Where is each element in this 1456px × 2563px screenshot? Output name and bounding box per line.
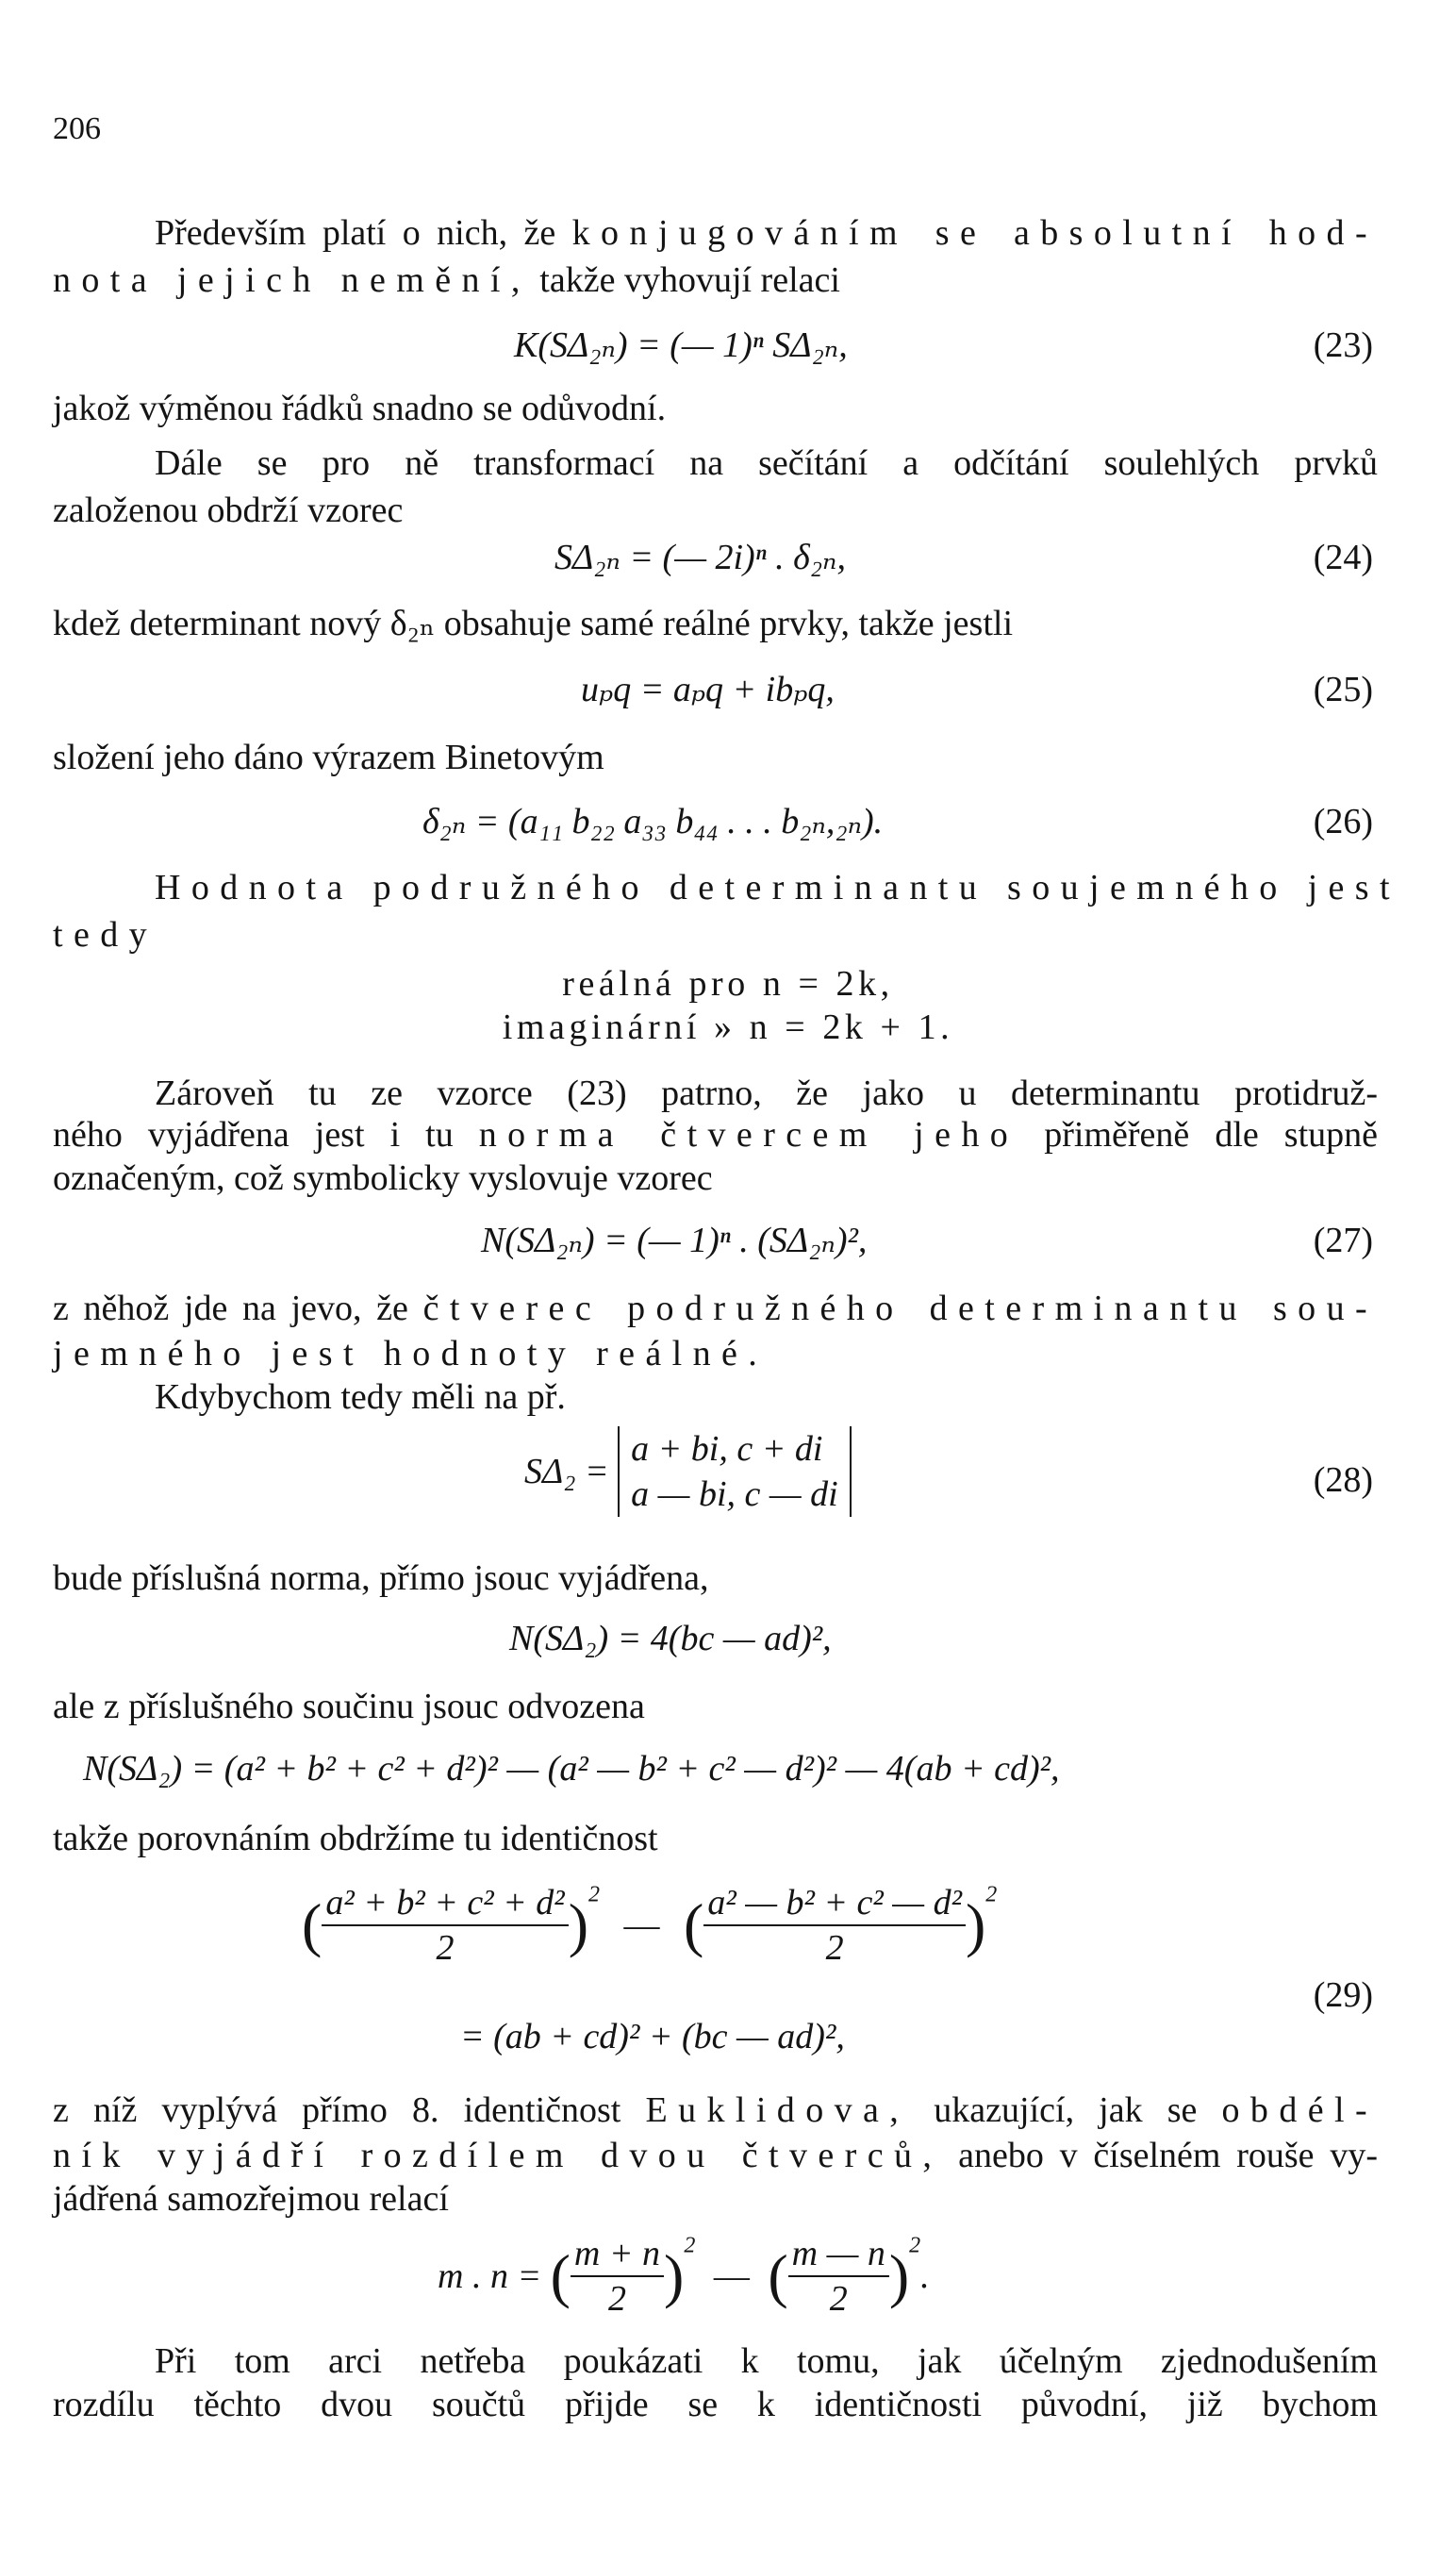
text-line <box>53 257 1378 304</box>
text-line: Dále se pro ně transformací na sečítání a odčítání soulehlých prvků <box>155 443 1378 483</box>
spaced-text: nota jejich nemění, <box>53 260 531 300</box>
equation-29-line2: = (ab + cd)² + (bc — ad)², <box>460 2017 845 2056</box>
text-run: ného vyjádřena jest i tu <box>53 1115 454 1155</box>
text-line <box>53 1111 1378 1158</box>
paren: ) <box>965 1891 986 1958</box>
determinant-row: a + bi, c + di <box>631 1429 823 1469</box>
text-run: Především platí o nich, že <box>155 213 556 253</box>
spaced-text: jemného jest hodnoty reálné. <box>53 1334 769 1373</box>
text-run: z níž vyplývá přímo 8. identičnost <box>53 2090 621 2130</box>
determinant-row: a — bi, c — di <box>631 1474 838 1514</box>
text-line <box>53 1330 1378 1377</box>
numerator: a² + b² + c² + d² <box>322 1881 568 1926</box>
case-real: reálná pro n = 2k, <box>562 964 894 1004</box>
text-line <box>53 2087 1378 2134</box>
determinant <box>618 1426 852 1517</box>
numerator: m + n <box>571 2232 664 2277</box>
text-line: bude příslušná norma, přímo jsouc vyjádřena, <box>53 1558 709 1598</box>
page-number: 206 <box>53 111 101 146</box>
equation-27: N(SΔ₂ₙ) = (— 1)ⁿ . (SΔ₂ₙ)², <box>481 1221 868 1260</box>
fraction <box>703 1881 966 1970</box>
text-line: kdež determinant nový δ₂ₙ obsahuje samé reálné prvky, takže jestli <box>53 604 1014 643</box>
text-line: jádřená samozřejmou relací <box>53 2179 449 2219</box>
text-line <box>155 864 1400 911</box>
equation-number: (28) <box>1313 1460 1373 1500</box>
denominator: 2 <box>829 2279 848 2319</box>
paren: ) <box>568 1891 588 1958</box>
text-run: takže vyhovují relaci <box>530 260 840 300</box>
equation-number: (25) <box>1313 670 1373 709</box>
equation-number: (26) <box>1313 802 1373 841</box>
text-line: Při tom arci netřeba poukázati k tomu, jak účelným zjednodušením <box>155 2341 1378 2381</box>
spaced-text: čtverec podružného determinantu sou- <box>422 1289 1379 1328</box>
case-imaginary: imaginární » n = 2k + 1. <box>502 1007 954 1047</box>
spaced-text: konjugováním se absolutní hod- <box>571 213 1378 253</box>
text-line: jakož výměnou řádků snadno se odůvodní. <box>53 389 667 428</box>
spaced-text: norma čtvercem jeho <box>478 1115 1019 1155</box>
text-line: založenou obdrží vzorec <box>53 491 404 530</box>
paren: ( <box>684 1891 704 1958</box>
spaced-text: Euklidova, <box>645 2090 910 2130</box>
equation-23: K(SΔ₂ₙ) = (— 1)ⁿ SΔ₂ₙ, <box>514 325 848 365</box>
text-line: Kdybychom tedy měli na př. <box>155 1377 566 1417</box>
text-line: ale z příslušného součinu jsouc odvozena <box>53 1687 645 1726</box>
identity-lhs: m . n = <box>438 2256 542 2296</box>
determinant-lhs: SΔ₂ = <box>524 1452 609 1491</box>
text-line: Zároveň tu ze vzorce (23) patrno, že jako u determinantu protidruž- <box>155 1073 1378 1113</box>
spaced-text: Hodnota podružného determinantu soujemného jest <box>155 868 1400 907</box>
denominator: 2 <box>607 2279 626 2319</box>
text-line <box>53 1285 1378 1332</box>
paren: ( <box>550 2242 571 2309</box>
spaced-text: tedy <box>53 915 158 955</box>
paren: ) <box>888 2242 910 2309</box>
norm-derived: N(SΔ₂) = (a² + b² + c² + d²)² — (a² — b² + c² — d²)² — 4(ab + cd)², <box>83 1749 1060 1789</box>
numerator: a² — b² + c² — d² <box>703 1881 966 1926</box>
equation-number: (23) <box>1313 325 1373 365</box>
text-run: ukazující, jak se <box>909 2090 1198 2130</box>
fraction <box>571 2232 664 2321</box>
text-line: takže porovnáním obdržíme tu identičnost <box>53 1819 658 1858</box>
spaced-text: obdél- <box>1221 2090 1378 2130</box>
equation-25: uₚq = aₚq + ibₚq, <box>581 670 835 709</box>
fraction <box>788 2232 889 2321</box>
text-run: z něhož jde na jevo, že <box>53 1289 408 1328</box>
equation-number: (24) <box>1313 538 1373 577</box>
text-line <box>53 911 1378 958</box>
equation-26: δ₂ₙ = (a₁₁ b₂₂ a₃₃ b₄₄ . . . b₂ₙ,₂ₙ). <box>422 802 884 841</box>
text-run: anebo v číselném rouše vy- <box>942 2136 1378 2175</box>
denominator: 2 <box>436 1928 455 1968</box>
paren: ( <box>768 2242 788 2309</box>
text-run: přiměřeně dle stupně <box>1044 1115 1378 1155</box>
fraction <box>322 1881 568 1970</box>
text-line <box>155 209 1378 257</box>
text-line <box>53 2132 1378 2179</box>
text-line: rozdílu těchto dvou součtů přijde se k identičnosti původní, již bychom <box>53 2385 1378 2424</box>
spaced-text: ník vyjádří rozdílem dvou čtverců, <box>53 2136 943 2175</box>
equation-28 <box>524 1426 852 1517</box>
norm-direct: N(SΔ₂) = 4(bc — ad)², <box>509 1619 832 1658</box>
paren: ( <box>302 1891 323 1958</box>
equation-number: (27) <box>1313 1221 1373 1260</box>
equation-number: (29) <box>1313 1975 1373 2015</box>
equation-29-line1: ( $\frac{\text{a² + b² + c² + d²}}{2}$ )$^2$ — ( $\frac{\text{a² — b² + c² — d²}}{2}$ )$^2$ <box>302 1882 998 1968</box>
text-line: složení jeho dáno výrazem Binetovým <box>53 738 604 777</box>
equation-24: SΔ₂ₙ = (— 2i)ⁿ . δ₂ₙ, <box>554 538 846 577</box>
mn-identity: m . n = ( $\frac{m + n}{2}$ )$^2$ — ( $\frac{m — n}{2}$ )$^2$. <box>438 2233 930 2319</box>
denominator: 2 <box>825 1928 844 1968</box>
numerator: m — n <box>788 2232 889 2277</box>
text-line: označeným, což symbolicky vyslovuje vzorec <box>53 1158 713 1198</box>
paren: ) <box>664 2242 685 2309</box>
